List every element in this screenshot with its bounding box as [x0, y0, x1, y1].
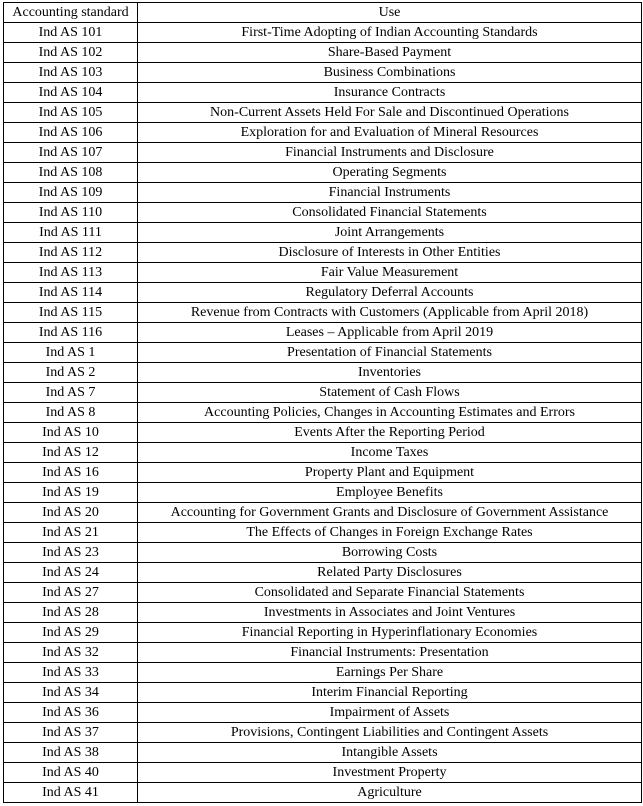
use-cell: Exploration for and Evaluation of Mineral Resources — [138, 123, 642, 143]
table-header-row — [4, 3, 642, 23]
use-cell: Investments in Associates and Joint Ventures — [138, 603, 642, 623]
standard-cell: Ind AS 40 — [4, 763, 138, 783]
table-row — [4, 463, 642, 483]
standard-cell: Ind AS 28 — [4, 603, 138, 623]
use-cell: Borrowing Costs — [138, 543, 642, 563]
header-use: Use — [138, 3, 642, 23]
standard-cell: Ind AS 12 — [4, 443, 138, 463]
standard-cell: Ind AS 104 — [4, 83, 138, 103]
use-cell: Financial Instruments and Disclosure — [138, 143, 642, 163]
table-row — [4, 43, 642, 63]
table-body — [4, 23, 642, 803]
standard-cell: Ind AS 21 — [4, 523, 138, 543]
table-row — [4, 323, 642, 343]
use-cell: Fair Value Measurement — [138, 263, 642, 283]
standard-cell: Ind AS 115 — [4, 303, 138, 323]
standard-cell: Ind AS 114 — [4, 283, 138, 303]
table-row — [4, 443, 642, 463]
use-cell: Property Plant and Equipment — [138, 463, 642, 483]
use-cell: Agriculture — [138, 783, 642, 803]
table-row — [4, 763, 642, 783]
standard-cell: Ind AS 24 — [4, 563, 138, 583]
standard-cell: Ind AS 10 — [4, 423, 138, 443]
standard-cell: Ind AS 29 — [4, 623, 138, 643]
use-cell: Impairment of Assets — [138, 703, 642, 723]
table-row — [4, 423, 642, 443]
use-cell: Employee Benefits — [138, 483, 642, 503]
standard-cell: Ind AS 33 — [4, 663, 138, 683]
standard-cell: Ind AS 36 — [4, 703, 138, 723]
use-cell: Financial Reporting in Hyperinflationary Economies — [138, 623, 642, 643]
standard-cell: Ind AS 116 — [4, 323, 138, 343]
table-row — [4, 183, 642, 203]
standard-cell: Ind AS 37 — [4, 723, 138, 743]
use-cell: Financial Instruments: Presentation — [138, 643, 642, 663]
standard-cell: Ind AS 110 — [4, 203, 138, 223]
use-cell: Accounting Policies, Changes in Accounting Estimates and Errors — [138, 403, 642, 423]
use-cell: Operating Segments — [138, 163, 642, 183]
use-cell: Regulatory Deferral Accounts — [138, 283, 642, 303]
table-row — [4, 83, 642, 103]
table-row — [4, 523, 642, 543]
table-row — [4, 723, 642, 743]
table-row — [4, 583, 642, 603]
use-cell: The Effects of Changes in Foreign Exchange Rates — [138, 523, 642, 543]
use-cell: Income Taxes — [138, 443, 642, 463]
table-row — [4, 223, 642, 243]
table-row — [4, 743, 642, 763]
table-row — [4, 563, 642, 583]
use-cell: Consolidated Financial Statements — [138, 203, 642, 223]
use-cell: Inventories — [138, 363, 642, 383]
use-cell: Non-Current Assets Held For Sale and Discontinued Operations — [138, 103, 642, 123]
use-cell: Events After the Reporting Period — [138, 423, 642, 443]
standard-cell: Ind AS 113 — [4, 263, 138, 283]
table-row — [4, 283, 642, 303]
table-row — [4, 783, 642, 803]
standard-cell: Ind AS 32 — [4, 643, 138, 663]
standard-cell: Ind AS 102 — [4, 43, 138, 63]
table-row — [4, 63, 642, 83]
table-row — [4, 123, 642, 143]
use-cell: Related Party Disclosures — [138, 563, 642, 583]
standard-cell: Ind AS 38 — [4, 743, 138, 763]
use-cell: Share-Based Payment — [138, 43, 642, 63]
standard-cell: Ind AS 108 — [4, 163, 138, 183]
standard-cell: Ind AS 34 — [4, 683, 138, 703]
use-cell: Investment Property — [138, 763, 642, 783]
use-cell: Presentation of Financial Statements — [138, 343, 642, 363]
accounting-standards-table — [3, 2, 642, 803]
table-row — [4, 343, 642, 363]
table-row — [4, 363, 642, 383]
table-row — [4, 263, 642, 283]
use-cell: Disclosure of Interests in Other Entities — [138, 243, 642, 263]
table-row — [4, 683, 642, 703]
use-cell: Interim Financial Reporting — [138, 683, 642, 703]
use-cell: Leases – Applicable from April 2019 — [138, 323, 642, 343]
standard-cell: Ind AS 27 — [4, 583, 138, 603]
standard-cell: Ind AS 23 — [4, 543, 138, 563]
table-row — [4, 243, 642, 263]
use-cell: Joint Arrangements — [138, 223, 642, 243]
table-row — [4, 663, 642, 683]
table-row — [4, 503, 642, 523]
table-row — [4, 143, 642, 163]
table-row — [4, 203, 642, 223]
standard-cell: Ind AS 112 — [4, 243, 138, 263]
standard-cell: Ind AS 109 — [4, 183, 138, 203]
standard-cell: Ind AS 103 — [4, 63, 138, 83]
use-cell: Insurance Contracts — [138, 83, 642, 103]
use-cell: Provisions, Contingent Liabilities and Contingent Assets — [138, 723, 642, 743]
table-row — [4, 603, 642, 623]
use-cell: Accounting for Government Grants and Disclosure of Government Assistance — [138, 503, 642, 523]
table-row — [4, 703, 642, 723]
table-row — [4, 403, 642, 423]
standard-cell: Ind AS 111 — [4, 223, 138, 243]
standard-cell: Ind AS 101 — [4, 23, 138, 43]
use-cell: First-Time Adopting of Indian Accounting Standards — [138, 23, 642, 43]
table-row — [4, 543, 642, 563]
standard-cell: Ind AS 105 — [4, 103, 138, 123]
table-row — [4, 483, 642, 503]
table-row — [4, 23, 642, 43]
use-cell: Business Combinations — [138, 63, 642, 83]
table-row — [4, 383, 642, 403]
table-row — [4, 303, 642, 323]
standard-cell: Ind AS 2 — [4, 363, 138, 383]
use-cell: Revenue from Contracts with Customers (Applicable from April 2018) — [138, 303, 642, 323]
table-row — [4, 643, 642, 663]
standard-cell: Ind AS 16 — [4, 463, 138, 483]
use-cell: Financial Instruments — [138, 183, 642, 203]
use-cell: Statement of Cash Flows — [138, 383, 642, 403]
header-accounting-standard: Accounting standard — [4, 3, 138, 23]
use-cell: Earnings Per Share — [138, 663, 642, 683]
table-row — [4, 103, 642, 123]
use-cell: Consolidated and Separate Financial Statements — [138, 583, 642, 603]
standard-cell: Ind AS 7 — [4, 383, 138, 403]
standard-cell: Ind AS 107 — [4, 143, 138, 163]
standard-cell: Ind AS 41 — [4, 783, 138, 803]
use-cell: Intangible Assets — [138, 743, 642, 763]
standard-cell: Ind AS 20 — [4, 503, 138, 523]
table-row — [4, 163, 642, 183]
standard-cell: Ind AS 106 — [4, 123, 138, 143]
standard-cell: Ind AS 8 — [4, 403, 138, 423]
standard-cell: Ind AS 1 — [4, 343, 138, 363]
table-row — [4, 623, 642, 643]
standard-cell: Ind AS 19 — [4, 483, 138, 503]
